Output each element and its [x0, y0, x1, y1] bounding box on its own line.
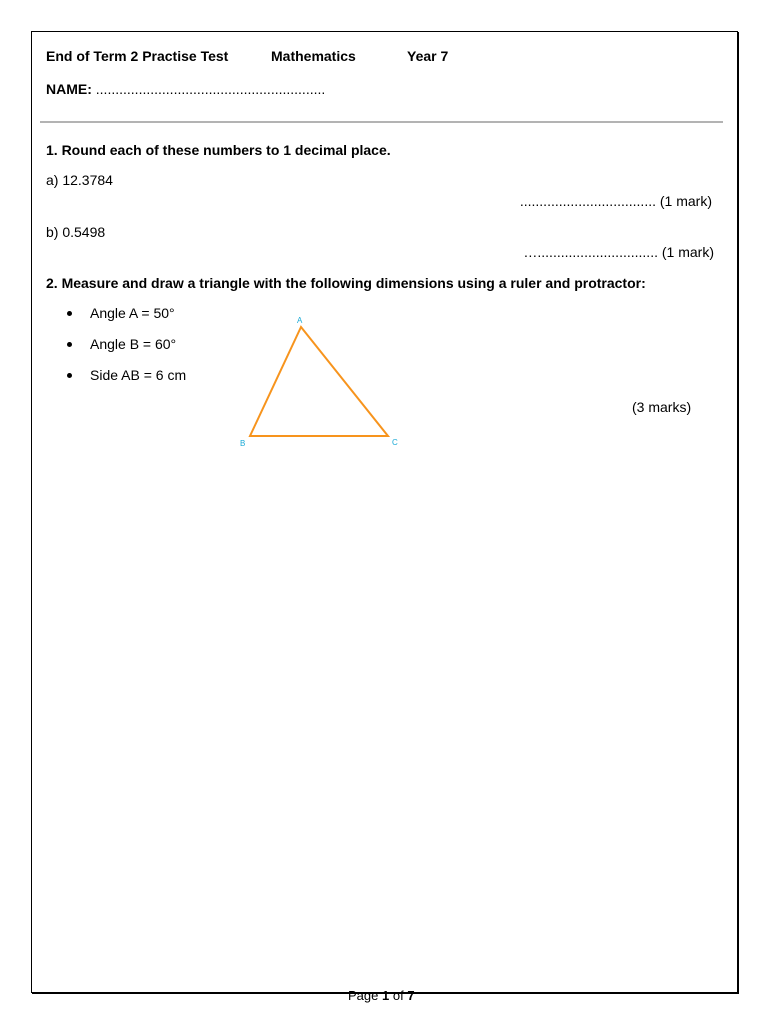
test-title: End of Term 2 Practise Test	[46, 48, 229, 64]
answer-line-b: …...............................	[523, 244, 658, 260]
bullet-angle-b: Angle B = 60°	[90, 336, 177, 352]
bullet-side-ab: Side AB = 6 cm	[90, 367, 187, 383]
year-label: Year 7	[407, 48, 449, 64]
marks-b: (1 mark)	[661, 244, 714, 260]
bullet-angle-a: Angle A = 50°	[90, 305, 175, 321]
vertex-label-c: C	[392, 438, 398, 447]
footer-page-total: 7	[407, 988, 415, 1003]
footer-of-word: of	[392, 988, 404, 1003]
marks-a: (1 mark)	[659, 193, 712, 209]
question2-marks: (3 marks)	[632, 399, 692, 415]
vertex-label-a: A	[297, 316, 303, 325]
question1-part-b: b) 0.5498	[46, 224, 106, 240]
name-line: ...........................................................	[95, 81, 326, 97]
question1-heading: 1. Round each of these numbers to 1 decimal place.	[46, 142, 391, 158]
subject-label: Mathematics	[271, 48, 356, 64]
footer-page-number: 1	[382, 988, 390, 1003]
question2-heading: 2. Measure and draw a triangle with the following dimensions using a ruler and protractor:	[46, 275, 646, 291]
question1-part-a: a) 12.3784	[46, 172, 113, 188]
triangle-shape	[250, 327, 388, 436]
answer-line-a: ...................................	[519, 193, 656, 209]
footer-page-word: Page	[348, 988, 379, 1003]
vertex-label-b: B	[240, 439, 246, 448]
name-label: NAME:	[46, 81, 92, 97]
page-footer	[348, 988, 415, 1003]
